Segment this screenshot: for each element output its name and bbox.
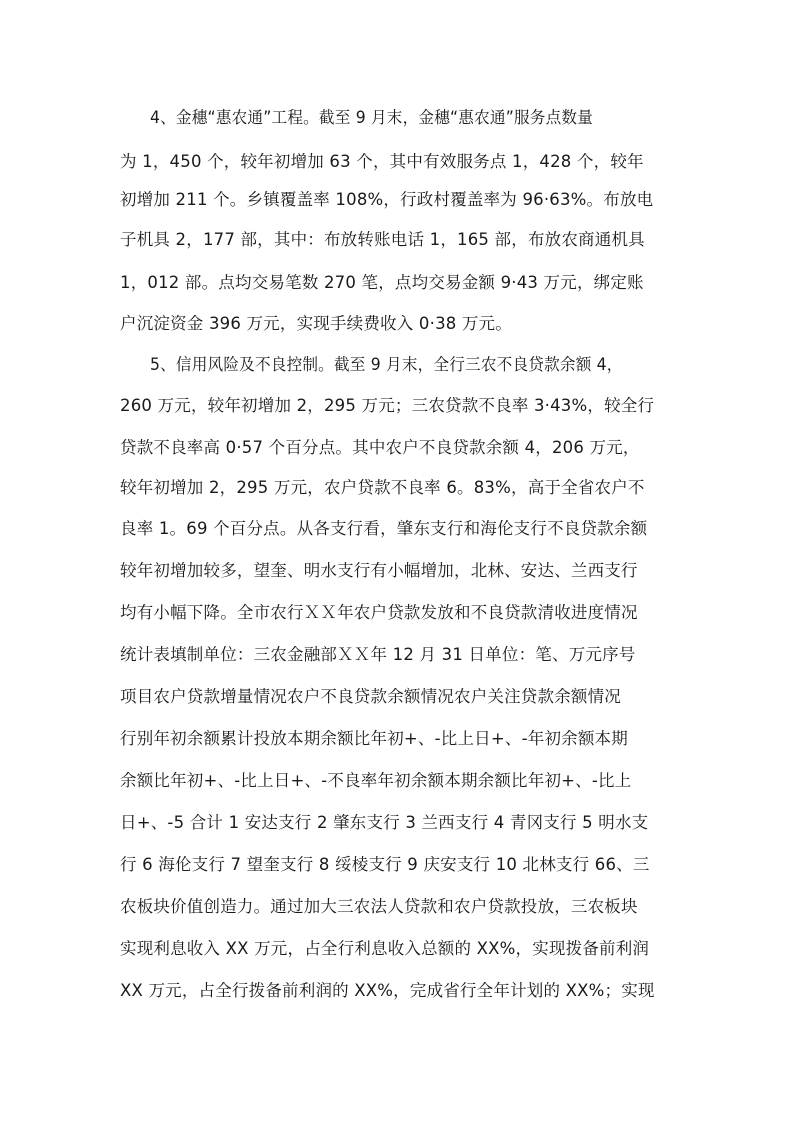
paragraph-2-line-4: 较年初增加 2，295 万元，农户贷款不良率 6。83%，高于全省农户不 <box>120 478 645 497</box>
paragraph-2-line-15: 实现利息收入 XX 万元，占全行利息收入总额的 XX%，实现拨备前利润 <box>120 939 650 958</box>
paragraph-2-line-12: 日+、-5 合计 1 安达支行 2 肇东支行 3 兰西支行 4 青冈支行 5 明水支 <box>120 813 649 832</box>
paragraph-2-line-10: 行别年初余额累计投放本期余额比年初+、-比上日+、-年初余额本期 <box>120 729 628 748</box>
paragraph-2-line-11: 余额比年初+、-比上日+、-不良率年初余额本期余额比年初+、-比上 <box>120 771 632 790</box>
paragraph-1-line-4: 子机具 2，177 部，其中：布放转账电话 1，165 部，布放农商通机具 <box>120 230 645 249</box>
paragraph-2-line-7: 均有小幅下降。全市农行ＸＸ年农户贷款发放和不良贷款清收进度情况 <box>120 603 638 622</box>
paragraph-2-line-3: 贷款不良率高 0·57 个百分点。其中农户不良贷款余额 4，206 万元， <box>120 438 640 457</box>
paragraph-2-line-1: 5、信用风险及不良控制。截至 9 月末，全行三农不良贷款余额 4， <box>150 355 623 374</box>
paragraph-2-line-9: 项目农户贷款增量情况农户不良贷款余额情况农户关注贷款余额情况 <box>120 687 621 706</box>
paragraph-1-line-5: 1，012 部。点均交易笔数 270 笔，点均交易金额 9·43 万元，绑定账 <box>120 273 644 292</box>
paragraph-2-line-16: XX 万元，占全行拨备前利润的 XX%，完成省行全年计划的 XX%；实现 <box>120 981 655 1000</box>
paragraph-1-line-2: 为 1，450 个，较年初增加 63 个，其中有效服务点 1，428 个，较年 <box>120 152 644 171</box>
paragraph-2-line-14: 农板块价值创造力。通过加大三农法人贷款和农户贷款投放，三农板块 <box>120 897 638 916</box>
paragraph-1-line-1: 4、金穗“惠农通”工程。截至 9 月末，金穗“惠农通”服务点数量 <box>150 108 594 127</box>
paragraph-2-line-2: 260 万元，较年初增加 2，295 万元；三农贷款不良率 3·43%，较全行 <box>120 396 655 415</box>
paragraph-1-line-3: 初增加 211 个。乡镇覆盖率 108%，行政村覆盖率为 96·63%。布放电 <box>120 190 654 209</box>
paragraph-2-line-5: 良率 1。69 个百分点。从各支行看，肇东支行和海伦支行不良贷款余额 <box>120 519 648 538</box>
paragraph-2-line-8: 统计表填制单位：三农金融部ＸＸ年 12 月 31 日单位：笔、万元序号 <box>120 645 636 664</box>
paragraph-2-line-6: 较年初增加较多，望奎、明水支行有小幅增加，北林、安达、兰西支行 <box>120 561 638 580</box>
paragraph-2-line-13: 行 6 海伦支行 7 望奎支行 8 绥棱支行 9 庆安支行 10 北林支行 66、三 <box>120 855 650 874</box>
paragraph-1-line-6: 户沉淀资金 396 万元，实现手续费收入 0·38 万元。 <box>120 314 513 333</box>
